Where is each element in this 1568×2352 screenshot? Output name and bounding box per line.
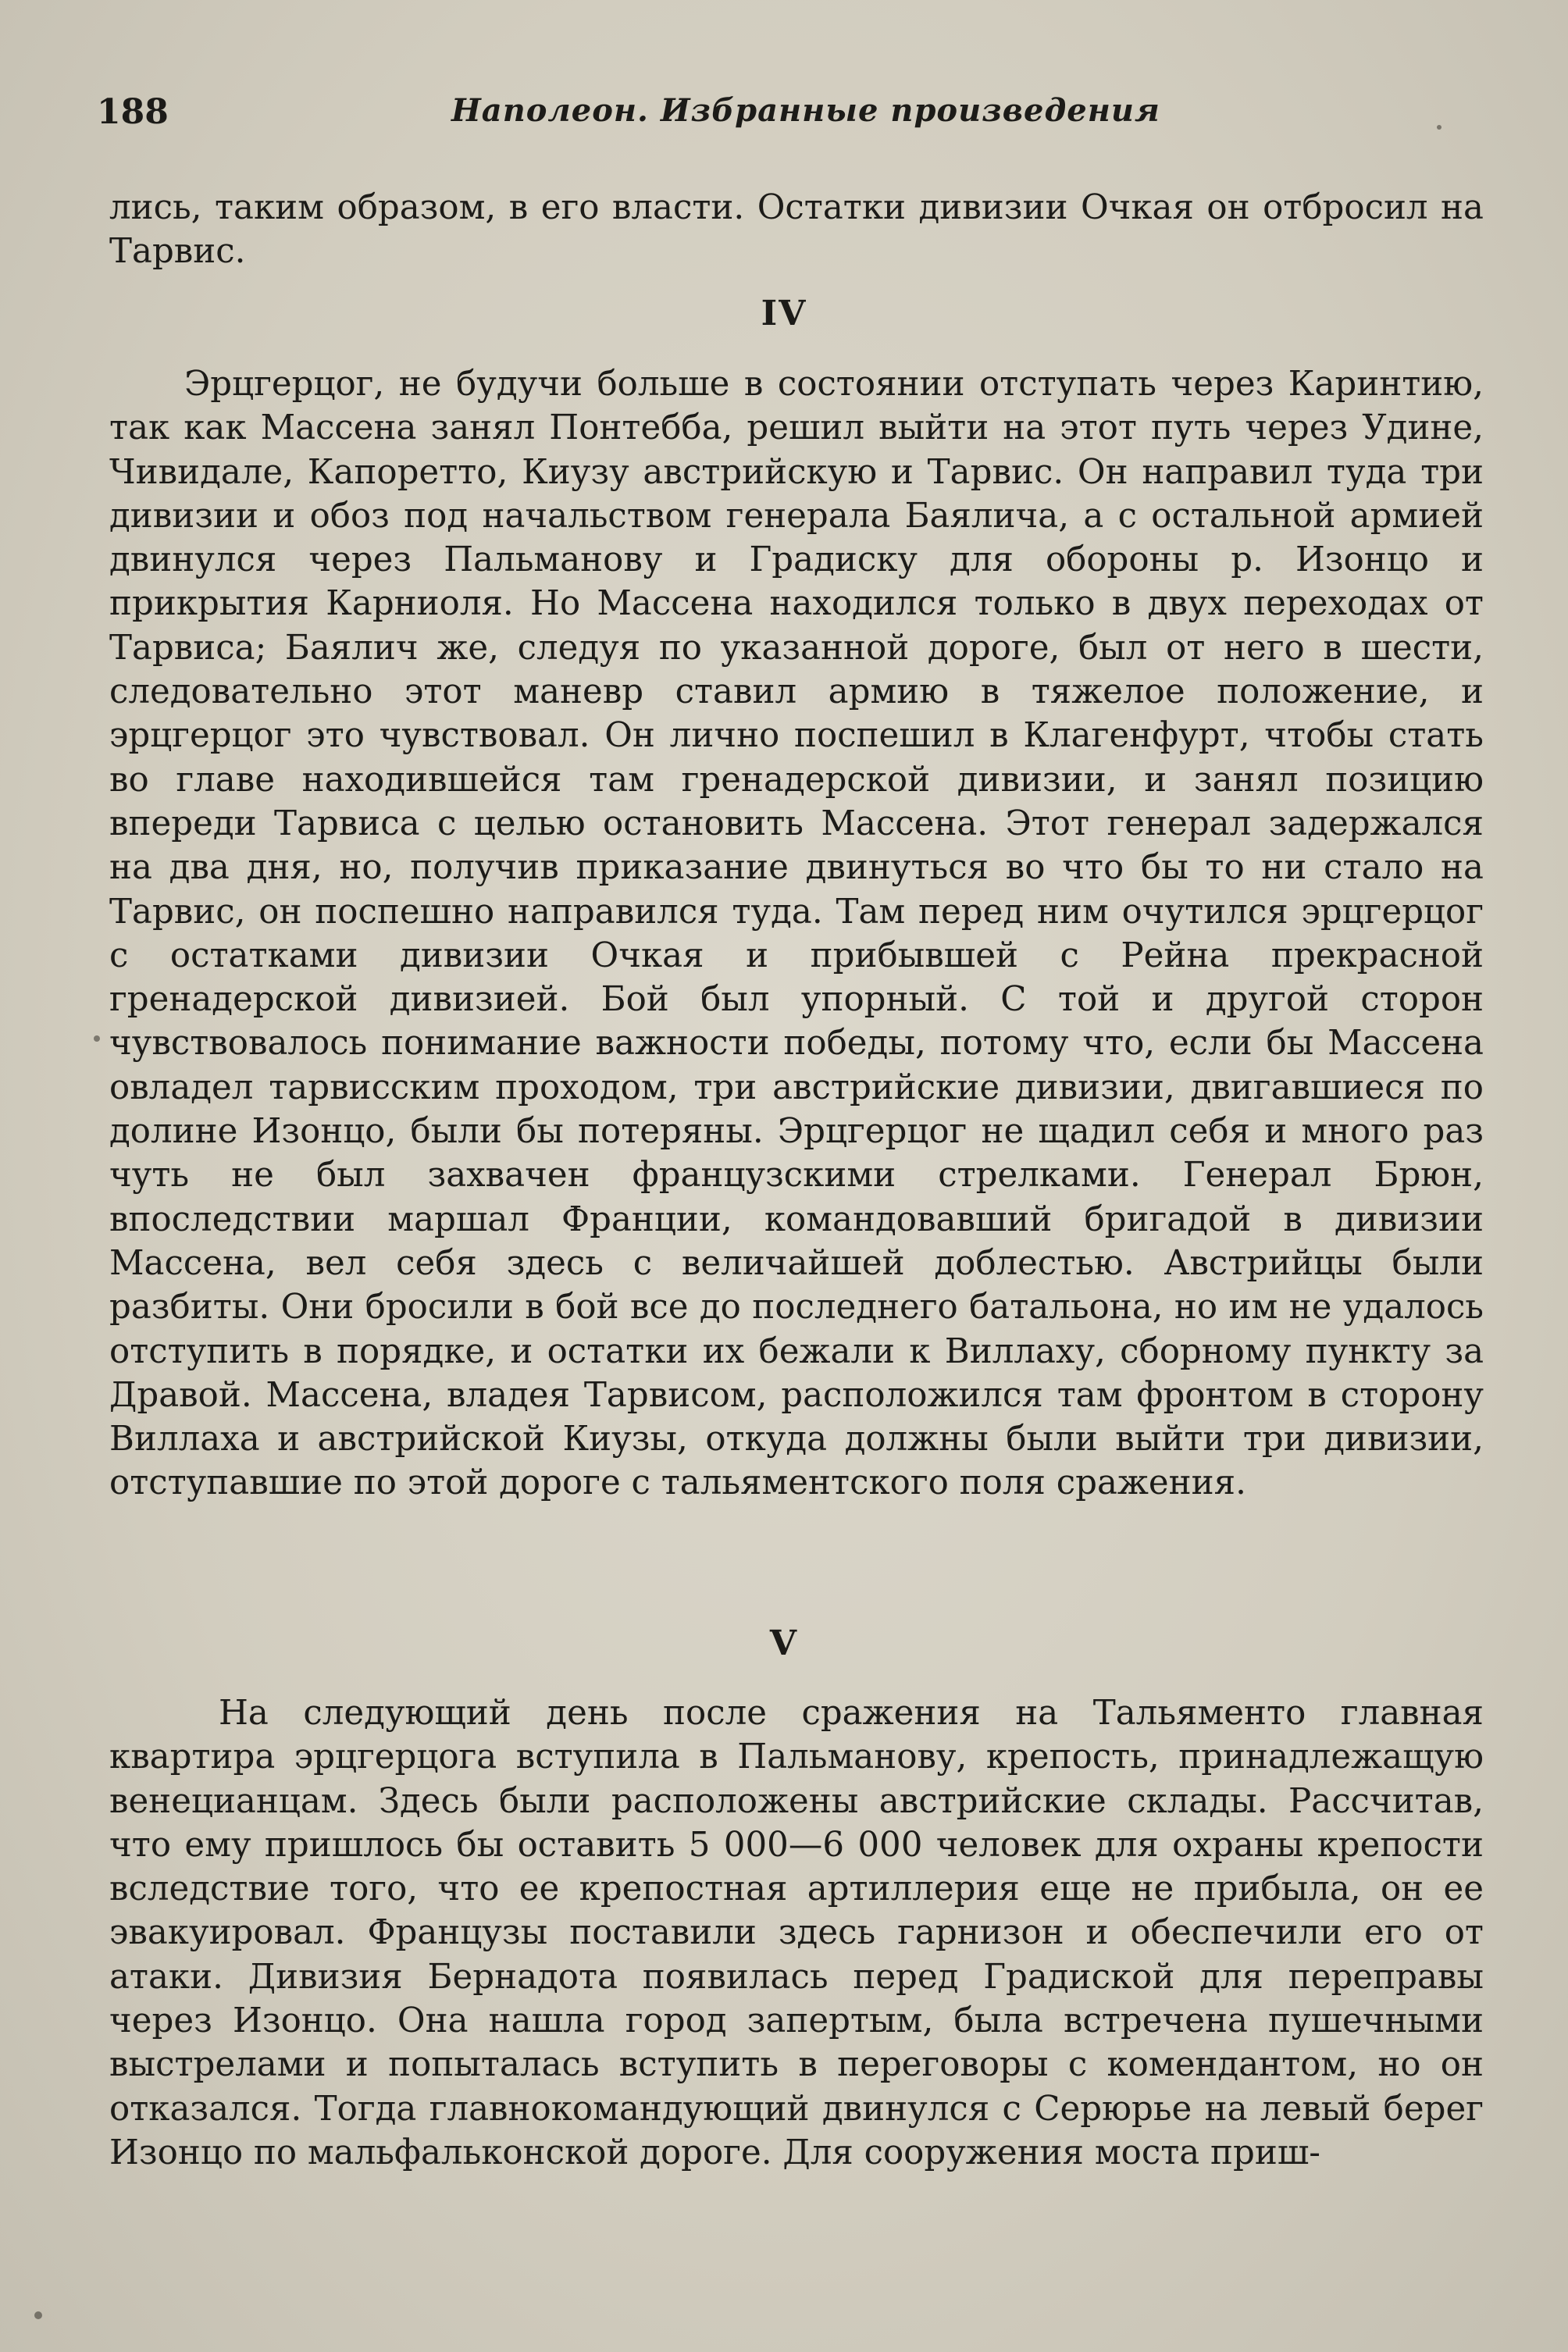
running-title: Наполеон. Избранные произведения — [451, 92, 1160, 129]
section-heading-iv: IV — [761, 294, 807, 333]
page-number: 188 — [97, 92, 169, 132]
section-v-paragraph: На следующий день после сражения на Тальяменто главная квартира эрцгерцога вступила в Пальманову, крепость, принадлежащую венецианцам. Здесь были расположены австрийские склады. Рассчитав, что ему пришлось бы оставить 5 000—6 000 человек для охраны крепости вследствие того, что ее крепостная артиллерия еще не прибыла, он ее эвакуировал. Французы поставили здесь гарнизон и обеспечили его от атаки. Дивизия Бернадота появилась перед Градиской для переправы через Изонцо. Она нашла город запертым, была встречена пушечными выстрелами и попыталась вступить в переговоры с комендантом, но он отказался. Тогда главнокомандующий двинулся с Серюрье на левый берег Изонцо по мальфальконской дороге. Для сооружения моста приш- — [109, 1694, 1484, 2172]
page-header — [92, 92, 1476, 139]
ink-speck — [1437, 125, 1441, 130]
continuation-paragraph: лись, таким образом, в его власти. Остатки дивизии Очкая он отбросил на Тарвис. — [109, 188, 1484, 272]
ink-speck — [34, 2311, 42, 2319]
section-heading-v: V — [769, 1623, 799, 1663]
ink-speck — [94, 1035, 100, 1042]
section-iv-paragraph: Эрцгерцог, не будучи больше в состоянии отступать через Каринтию, так как Массена занял Понтебба, решил выйти на этот путь через Удине, Чивидале, Капоретто, Киузу австрийскую и Тарвис. Он направил туда три дивизии и обоз под начальством генерала Баялича, а с остальной армией двинулся через Пальманову и Градиску для обороны р. Изонцо и прикрытия Карниоля. Но Массена находился только в двух переходах от Тарвиса; Баялич же, следуя по указанной дороге, был от него в шести, следовательно этот маневр ставил армию в тяжелое положение, и эрцгерцог это чувствовал. Он лично поспешил в Клагенфурт, чтобы стать во главе находившейся там гренадерской дивизии, и занял позицию впереди Тарвиса с целью остановить Массена. Этот генерал задержался на два дня, но, получив приказание двинуться во что бы то ни стало на Тарвис, он поспешно направился туда. Там перед ним очутился эрцгерцог с остатками дивизии Очкая и прибывшей с Рейна прекрасной гренадерской дивизией. Бой был упорный. С той и другой сторон чувствовалось понимание важности победы, потому что, если бы Массена овладел тарвисским проходом, три австрийские дивизии, двигавшиеся по долине Изонцо, были бы потеряны. Эрцгерцог не щадил себя и много раз чуть не был захвачен французскими стрелками. Генерал Брюн, впоследствии маршал Франции, командовавший бригадой в дивизии Массена, вел себя здесь с величайшей доблестью. Австрийцы были разбиты. Они бросили в бой все до последнего батальона, но им не удалось отступить в порядке, и остатки их бежали к Виллаху, сборному пункту за Дравой. Массена, владея Тарвисом, расположился там фронтом в сторону Виллаха и австрийской Киузы, откуда должны были выйти три дивизии, отступавшие по этой дороге с тальяментского поля сражения. — [109, 365, 1484, 1503]
